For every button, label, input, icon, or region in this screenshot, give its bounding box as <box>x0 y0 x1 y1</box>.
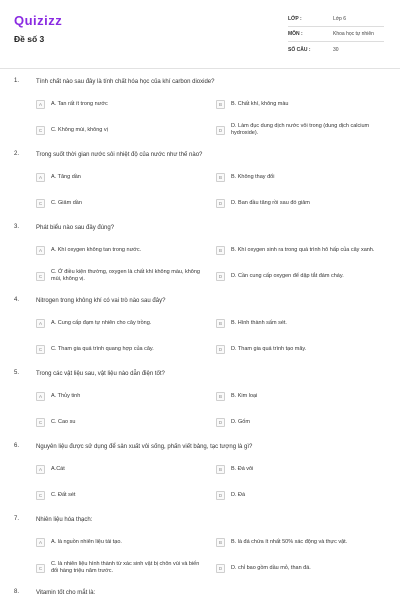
option-text: A. Thủy tinh <box>51 392 81 399</box>
option-letter-badge: A <box>36 246 45 255</box>
question-block <box>0 297 400 370</box>
option-text: A. Cung cấp đạm tự nhiên cho cây trồng. <box>51 319 152 326</box>
question-block <box>0 224 400 297</box>
answer-option-b <box>216 240 388 260</box>
answer-option-a <box>36 167 206 187</box>
option-text: A. Tan rất ít trong nước <box>51 100 108 107</box>
question-number: 2. <box>14 151 20 157</box>
option-text: C. Ở điều kiện thường, oxygen là chất khí không màu, không mùi, không vị. <box>51 269 200 282</box>
question-number: 8. <box>14 589 20 595</box>
question-number: 4. <box>14 297 20 303</box>
option-letter-badge: C <box>36 199 45 208</box>
option-letter-badge: A <box>36 319 45 328</box>
option-letter-badge: C <box>36 564 45 573</box>
option-text: B. Khí oxygen sinh ra trong quá trình hô hấp của cây xanh. <box>231 246 375 253</box>
answer-option-b <box>216 386 388 406</box>
answer-option-b <box>216 313 388 333</box>
option-text: A. Khí oxygen không tan trong nước. <box>51 246 142 253</box>
document-title: Đề số 3 <box>14 34 45 44</box>
answer-option-d <box>216 412 388 432</box>
option-text: B. Đá vôi <box>231 465 254 472</box>
worksheet-header <box>0 0 400 66</box>
option-letter-badge: B <box>216 538 225 547</box>
option-text: D. Gốm <box>231 418 250 425</box>
answer-option-c <box>36 266 206 286</box>
question-block <box>0 370 400 443</box>
option-letter-badge: B <box>216 173 225 182</box>
option-letter-badge: D <box>216 491 225 500</box>
option-letter-badge: A <box>36 392 45 401</box>
question-number: 3. <box>14 224 20 230</box>
option-letter-badge: C <box>36 345 45 354</box>
meta-value: 30 <box>333 46 339 53</box>
answer-option-d <box>216 193 388 213</box>
option-text: D. chỉ bao gồm dầu mỏ, than đá. <box>231 564 311 571</box>
option-letter-badge: A <box>36 538 45 547</box>
answer-option-c <box>36 485 206 505</box>
option-letter-badge: B <box>216 246 225 255</box>
question-number: 6. <box>14 443 20 449</box>
meta-row-count <box>288 42 384 57</box>
option-letter-badge: D <box>216 272 225 281</box>
answer-option-a <box>36 94 206 114</box>
question-block <box>0 78 400 151</box>
meta-label: SỐ CÂU : <box>288 46 311 53</box>
option-text: D. Ban đầu tăng rồi sau đó giảm <box>231 199 310 206</box>
answer-option-d <box>216 339 388 359</box>
question-text: Nhiên liệu hóa thạch: <box>36 517 93 523</box>
option-text: B. Hình thành sấm sét. <box>231 319 287 326</box>
answer-option-d <box>216 120 388 140</box>
answer-option-a <box>36 386 206 406</box>
question-number: 5. <box>14 370 20 376</box>
option-text: C. là nhiên liệu hình thành từ xác sinh vật bị chôn vùi và biến đổi hàng triệu năm trước. <box>51 561 200 574</box>
answer-option-c <box>36 339 206 359</box>
option-text: C. Cao su <box>51 418 76 425</box>
meta-row-subject <box>288 27 384 42</box>
option-letter-badge: A <box>36 100 45 109</box>
question-block <box>0 443 400 516</box>
option-text: C. Không mùi, không vị <box>51 126 108 133</box>
meta-label: LỚP : <box>288 16 302 22</box>
question-text: Trong các vật liệu sau, vật liệu nào dẫn điện tốt? <box>36 371 165 377</box>
answer-option-d <box>216 266 388 286</box>
question-text: Phát biểu nào sau đây đúng? <box>36 225 115 231</box>
option-letter-badge: D <box>216 564 225 573</box>
option-text: B. Kim loại <box>231 392 258 399</box>
question-text: Nitrogen trong không khí có vai trò nào sau đây? <box>36 298 166 304</box>
option-letter-badge: D <box>216 345 225 354</box>
answer-option-a <box>36 459 206 479</box>
option-letter-badge: C <box>36 418 45 427</box>
option-text: C. Đất sét <box>51 491 76 498</box>
option-letter-badge: B <box>216 465 225 474</box>
answer-option-b <box>216 532 388 552</box>
header-divider <box>0 68 400 69</box>
question-text: Trong suốt thời gian nước sôi nhiệt độ của nước như thế nào? <box>36 152 203 158</box>
option-letter-badge: C <box>36 126 45 135</box>
option-letter-badge: C <box>36 272 45 281</box>
meta-value: Khoa học tự nhiên <box>333 31 374 37</box>
question-block <box>0 151 400 224</box>
meta-table <box>288 12 384 57</box>
meta-label: MÔN : <box>288 31 303 37</box>
question-text: Tính chất nào sau đây là tính chất hóa học của khí carbon dioxide? <box>36 79 215 85</box>
question-list <box>0 78 400 600</box>
answer-option-a <box>36 313 206 333</box>
answer-option-c <box>36 120 206 140</box>
option-text: B. là đá chứa ít nhất 50% xác động và thực vật. <box>231 538 348 545</box>
option-letter-badge: A <box>36 173 45 182</box>
option-text: A.Cát <box>51 465 65 472</box>
option-letter-badge: D <box>216 199 225 208</box>
question-block <box>0 516 400 589</box>
meta-row-class <box>288 12 384 27</box>
option-text: A. là nguồn nhiên liệu tái tạo. <box>51 538 122 545</box>
option-text: D. Làm đục dung dịch nước vôi trong (dung dịch calcium hydroxide). <box>231 123 370 136</box>
option-text: A. Tăng dần <box>51 173 81 180</box>
option-letter-badge: D <box>216 418 225 427</box>
answer-option-d <box>216 558 388 578</box>
option-letter-badge: B <box>216 100 225 109</box>
option-text: D. Đá <box>231 491 246 498</box>
question-block <box>0 589 400 600</box>
answer-option-c <box>36 412 206 432</box>
option-text: C. Giảm dần <box>51 199 82 206</box>
question-number: 7. <box>14 516 20 522</box>
option-text: D. Tham gia quá trình tạo mây. <box>231 345 307 352</box>
option-letter-badge: B <box>216 319 225 328</box>
option-text: D. Cần cung cấp oxygen để dập tắt đám cháy. <box>231 272 344 279</box>
option-text: C. Tham gia quá trình quang hợp của cây. <box>51 345 154 352</box>
option-letter-badge: D <box>216 126 225 135</box>
answer-option-d <box>216 485 388 505</box>
option-letter-badge: B <box>216 392 225 401</box>
quizizz-logo: Quizizz <box>14 13 63 28</box>
answer-option-b <box>216 459 388 479</box>
answer-option-c <box>36 558 206 578</box>
option-text: B. Không thay đổi <box>231 173 275 180</box>
answer-option-c <box>36 193 206 213</box>
answer-option-a <box>36 240 206 260</box>
answer-option-b <box>216 167 388 187</box>
option-text: B. Chất khí, không màu <box>231 100 289 107</box>
answer-option-a <box>36 532 206 552</box>
option-letter-badge: A <box>36 465 45 474</box>
question-number: 1. <box>14 78 20 84</box>
question-text: Vitamin tốt cho mắt là: <box>36 590 96 596</box>
question-text: Nguyên liệu được sử dụng để sản xuất vôi sống, phấn viết bảng, tạc tượng là gì? <box>36 444 253 450</box>
meta-value: Lớp 6 <box>333 16 347 22</box>
answer-option-b <box>216 94 388 114</box>
option-letter-badge: C <box>36 491 45 500</box>
